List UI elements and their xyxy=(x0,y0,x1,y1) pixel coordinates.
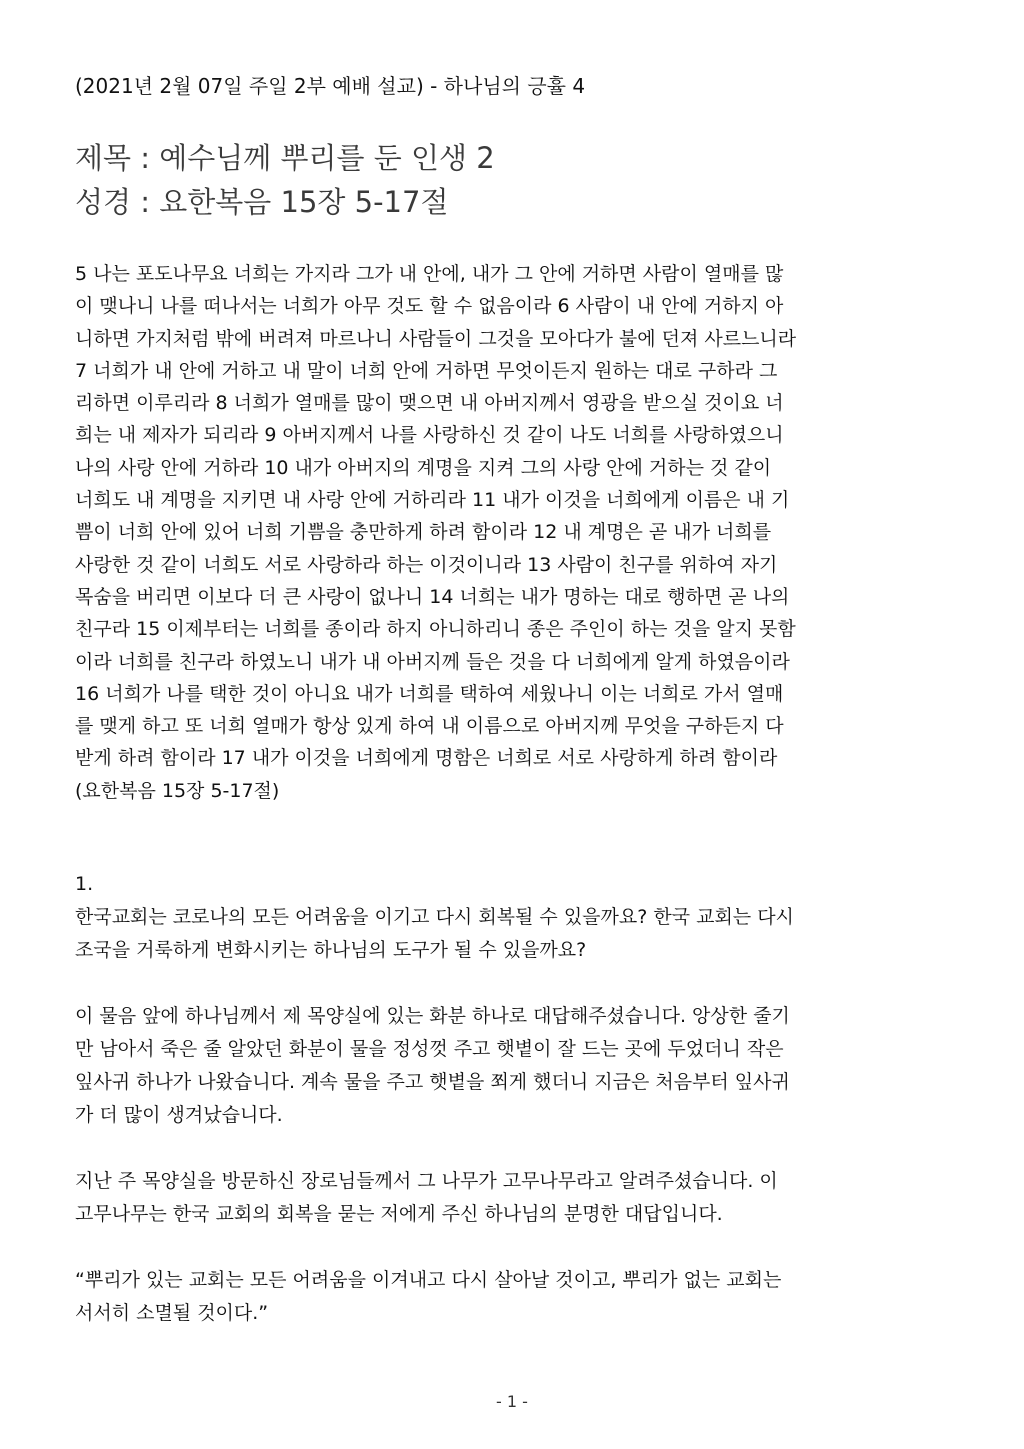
scripture-line: 이라 너희를 친구라 하였노니 내가 내 아버지께 들은 것을 다 너희에게 알게 하였음이라 xyxy=(75,650,790,673)
scripture-line: 5 나는 포도나무요 너희는 가지라 그가 내 안에, 내가 그 안에 거하면 사람이 열매를 많 xyxy=(75,263,784,285)
scripture-line: 친구라 15 이제부터는 너희를 종이라 하지 아니하리니 종은 주인이 하는 것을 알지 못함 xyxy=(75,618,796,641)
section-number: 1. xyxy=(75,873,94,895)
scripture-line: 목숨을 버리면 이보다 더 큰 사랑이 없나니 14 너희는 내가 명하는 대로 행하면 곧 나의 xyxy=(75,585,790,608)
scripture-line: 희는 내 제자가 되리라 9 아버지께서 나를 사랑하신 것 같이 나도 너희를 사랑하였으니 xyxy=(75,424,784,447)
paragraph-line: 조국을 거룩하게 변화시키는 하나님의 도구가 될 수 있을까요? xyxy=(75,939,587,961)
scripture-line: 너희도 내 계명을 지키면 내 사랑 안에 거하리라 11 내가 이것을 너희에게 이름은 내 기 xyxy=(75,489,790,512)
scripture-line: 사랑한 것 같이 너희도 서로 사랑하라 하는 이것이니라 13 사람이 친구를 위하여 자기 xyxy=(75,553,778,576)
paragraph-1 xyxy=(75,901,949,967)
paragraph-line: 이 물음 앞에 하나님께서 제 목양실에 있는 화분 하나로 대답해주셨습니다. 앙상한 줄기 xyxy=(75,1005,790,1027)
paragraph-line: “뿌리가 있는 교회는 모든 어려움을 이겨내고 다시 살아날 것이고, 뿌리가 없는 교회는 xyxy=(75,1269,782,1291)
scripture-passage xyxy=(75,258,949,807)
scripture-line: 니하면 가지처럼 밖에 버려져 마르나니 사람들이 그것을 모아다가 불에 던져 사르느니라 xyxy=(75,327,797,350)
paragraph-line: 한국교회는 코로나의 모든 어려움을 이기고 다시 회복될 수 있을까요? 한국 교회는 다시 xyxy=(75,906,794,928)
sermon-header: (2021년 2월 07일 주일 2부 예배 설교) - 하나님의 긍휼 4 xyxy=(75,74,586,98)
scripture-line: 이 맺나니 나를 떠나서는 너희가 아무 것도 할 수 없음이라 6 사람이 내 안에 거하지 아 xyxy=(75,295,784,318)
page-number: - 1 - xyxy=(496,1392,528,1411)
scripture-line: 쁨이 너희 안에 있어 너희 기쁨을 충만하게 하려 함이라 12 내 계명은 곧 내가 너희를 xyxy=(75,521,772,544)
title-block xyxy=(75,136,495,224)
paragraph-line: 잎사귀 하나가 나왔습니다. 계속 물을 주고 햇볕을 쬐게 했더니 지금은 처음부터 잎사귀 xyxy=(75,1071,790,1093)
scripture-line: 7 너희가 내 안에 거하고 내 말이 너희 안에 거하면 무엇이든지 원하는 대로 구하라 그 xyxy=(75,359,778,382)
paragraph-line: 고무나무는 한국 교회의 회복을 묻는 저에게 주신 하나님의 분명한 대답입니다. xyxy=(75,1203,723,1225)
paragraph-3 xyxy=(75,1165,949,1231)
scripture-line: (요한복음 15장 5-17절) xyxy=(75,779,280,802)
scripture-line: 16 너희가 나를 택한 것이 아니요 내가 너희를 택하여 세웠나니 이는 너희로 가서 열매 xyxy=(75,682,784,705)
paragraph-line: 지난 주 목양실을 방문하신 장로님들께서 그 나무가 고무나무라고 알려주셨습니다. 이 xyxy=(75,1170,778,1192)
scripture-line: 받게 하려 함이라 17 내가 이것을 너희에게 명함은 너희로 서로 사랑하게 하려 함이라 xyxy=(75,747,778,770)
scripture-line: 나의 사랑 안에 거하라 10 내가 아버지의 계명을 지켜 그의 사랑 안에 거하는 것 같이 xyxy=(75,456,772,479)
paragraph-line: 서서히 소멸될 것이다.” xyxy=(75,1302,269,1324)
scripture-reference: 성경 : 요한복음 15장 5-17절 xyxy=(75,185,449,219)
sermon-body xyxy=(75,868,949,1363)
sermon-title: 제목 : 예수님께 뿌리를 둔 인생 2 xyxy=(75,141,495,175)
paragraph-4 xyxy=(75,1264,949,1330)
paragraph-2 xyxy=(75,1000,949,1132)
paragraph-line: 만 남아서 죽은 줄 알았던 화분이 물을 정성껏 주고 햇볕이 잘 드는 곳에 두었더니 작은 xyxy=(75,1038,784,1060)
scripture-line: 를 맺게 하고 또 너희 열매가 항상 있게 하여 내 이름으로 아버지께 무엇을 구하든지 다 xyxy=(75,715,784,738)
scripture-line: 리하면 이루리라 8 너희가 열매를 많이 맺으면 내 아버지께서 영광을 받으실 것이요 너 xyxy=(75,392,784,415)
paragraph-line: 가 더 많이 생겨났습니다. xyxy=(75,1104,283,1126)
